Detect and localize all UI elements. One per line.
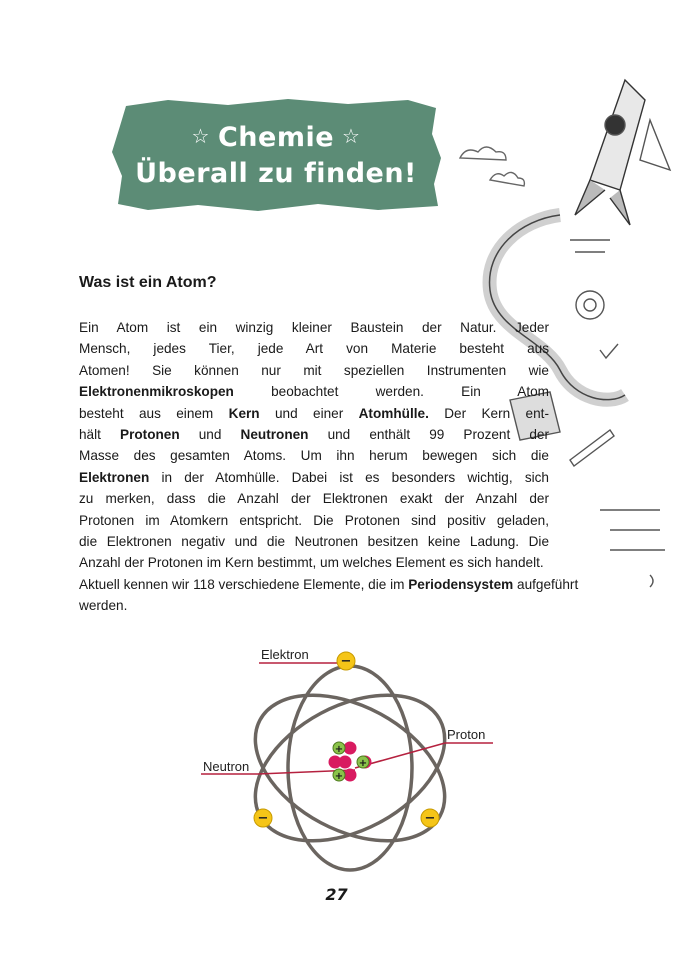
body-line: [79, 360, 549, 381]
text-run: Ein Atom ist ein winzig kleiner Baustein der Natur. Jeder: [79, 320, 549, 335]
body-line: [79, 531, 549, 552]
electron: [421, 809, 439, 827]
svg-text:−: −: [424, 811, 436, 826]
body-line: [79, 510, 549, 531]
banner-title-line2: Überall zu finden!: [135, 158, 417, 189]
text-run: Masse des gesamten Atoms. Um ihn herum bewegen sich die: [79, 448, 549, 464]
text-run: Aktuell kennen wir 118 verschiedene Elemente, die im: [79, 576, 409, 592]
atom-diagram: [195, 640, 505, 872]
text-run: Anzahl der Protonen im Kern bestimmt, um welches Element es sich handelt.: [79, 555, 544, 571]
body-line: [79, 381, 549, 402]
neutron-sign: +: [334, 771, 344, 782]
star-icon: ☆: [191, 124, 210, 148]
body-line: [79, 445, 549, 466]
title-banner: [108, 96, 444, 214]
nucleus: [329, 742, 372, 783]
bold-term: Neutronen: [240, 427, 309, 443]
body-line: [79, 403, 549, 424]
body-line: [79, 574, 579, 595]
text-run: aufgeführt: [513, 576, 579, 592]
text-run: Protonen im Atomkern entspricht. Die Protonen sind positiv geladen,: [79, 512, 549, 528]
text-run: Atomen! Sie können nur mit speziellen Instrumenten wie: [79, 362, 549, 378]
text-run: die Elektronen negativ und die Neutronen besitzen keine Ladung. Die: [79, 534, 549, 550]
body-line: [79, 317, 549, 338]
body-line: [79, 552, 549, 573]
neutron-label: Neutron: [203, 759, 250, 774]
bold-term: Atomhülle.: [358, 405, 429, 421]
proton-label: Proton: [447, 727, 486, 742]
body-line: [79, 488, 549, 509]
text-run: Mensch, jedes Tier, jede Art von Materie besteht aus: [79, 341, 549, 357]
neutron-sign: +: [358, 758, 368, 769]
text-run: und: [179, 427, 241, 443]
text-run: zu merken, dass die Anzahl der Elektronen exakt der Anzahl der: [79, 491, 549, 507]
page-number: 27: [325, 885, 348, 904]
electron-label: Elektron: [261, 647, 309, 662]
neutron-sign: +: [334, 744, 344, 755]
body-paragraph: [79, 317, 579, 617]
body-line: [79, 467, 549, 488]
bold-term: Kern: [228, 405, 260, 421]
proton: [339, 756, 352, 769]
text-run: und enthält 99 Prozent der: [308, 427, 549, 443]
svg-text:−: −: [340, 654, 352, 669]
star-icon: ☆: [342, 124, 361, 148]
text-run: beobachtet werden. Ein Atom: [233, 384, 549, 400]
electron: [254, 809, 272, 827]
bold-term: Protonen: [120, 427, 180, 443]
text-run: hält: [79, 427, 120, 443]
section-heading: Was ist ein Atom?: [79, 274, 217, 291]
bold-term: Periodensystem: [408, 576, 514, 592]
text-run: besteht aus einem: [79, 405, 229, 421]
text-run: Der Kern ent-: [428, 405, 549, 421]
electron: [337, 652, 355, 670]
orbit-diagonal-right: [231, 665, 469, 870]
body-line: [79, 424, 549, 445]
text-run: und einer: [259, 405, 359, 421]
text-run: in der Atomhülle. Dabei ist es besonders wichtig, sich: [149, 469, 549, 485]
svg-text:−: −: [257, 811, 269, 826]
bold-term: Elektronen: [79, 469, 150, 485]
orbit-diagonal-left: [231, 665, 469, 870]
bold-term: Elektronenmikroskopen: [79, 384, 234, 400]
text-run: werden.: [79, 598, 128, 614]
banner-title-line1: Chemie: [217, 122, 335, 153]
body-line: [79, 338, 549, 359]
body-line: [79, 595, 549, 616]
